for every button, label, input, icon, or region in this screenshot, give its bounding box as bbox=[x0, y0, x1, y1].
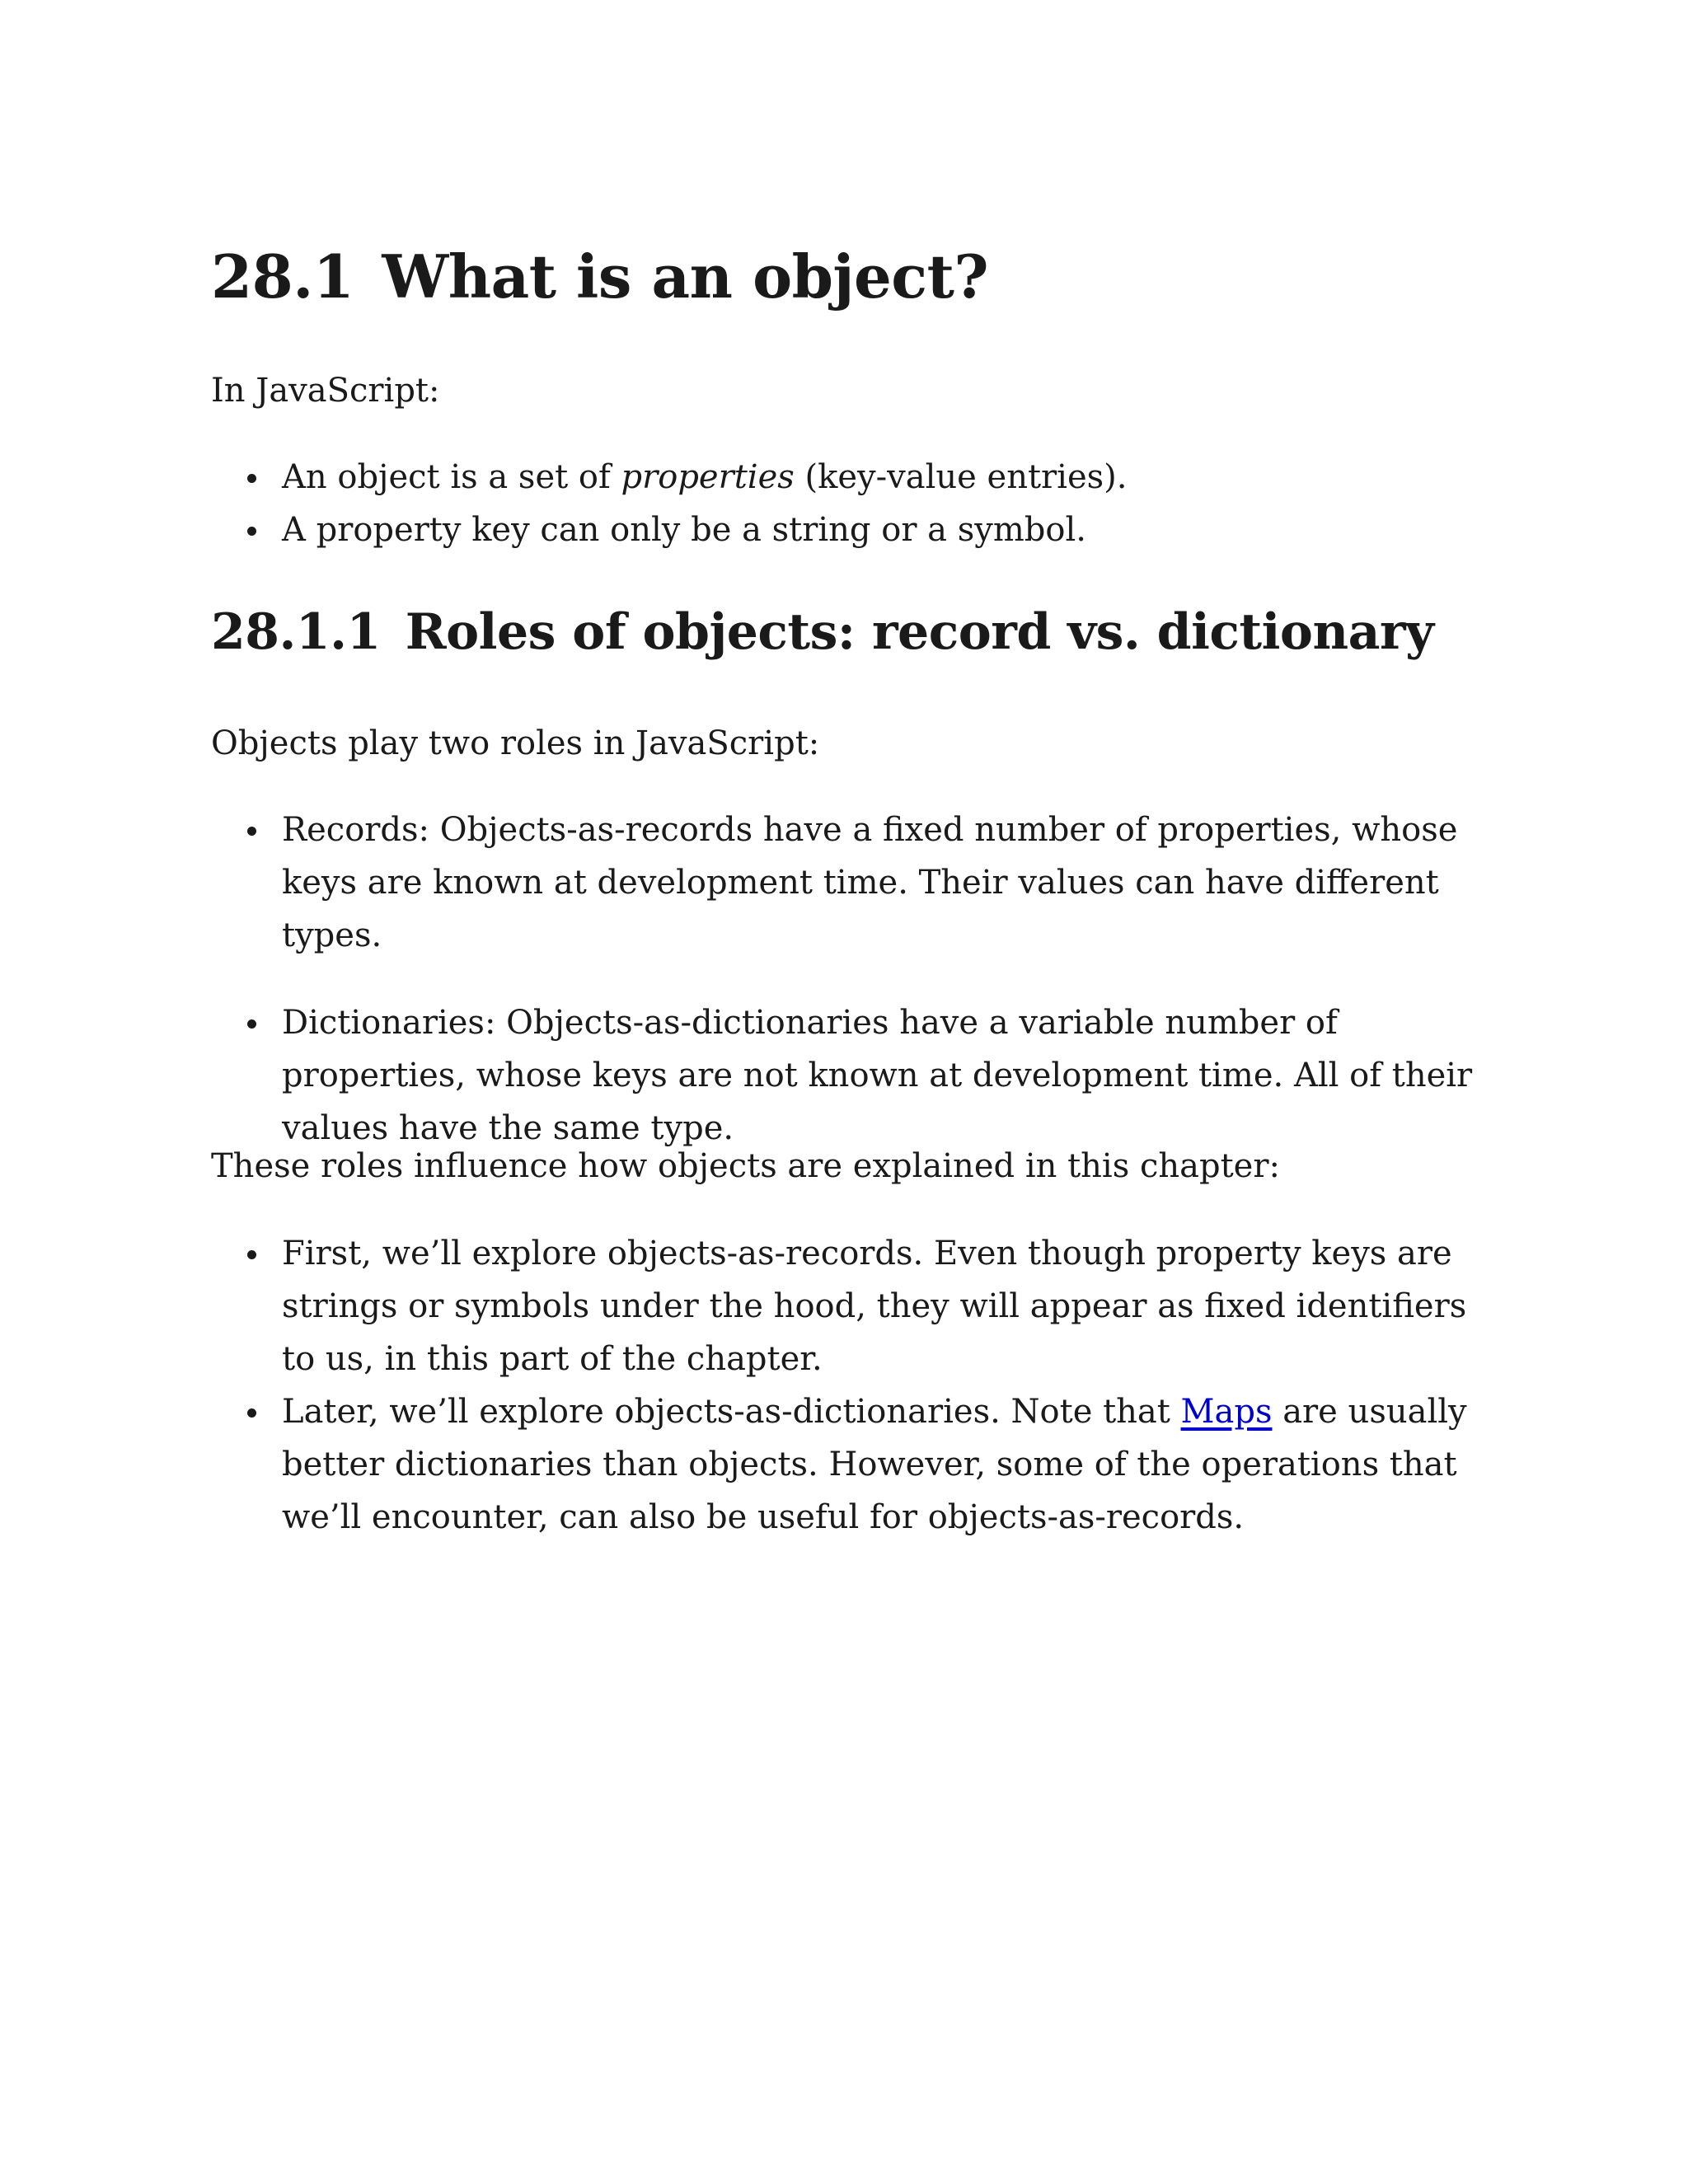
list-item-text: are usually better dictionaries than objects. However, some of the operations that we’ll encounter, can also be useful for objects-as-records. bbox=[282, 1393, 1467, 1536]
list-item-records: Records: Objects-as-records have a fixed number of properties, whose keys are known at development time. Their values can have different types. bbox=[211, 804, 1497, 962]
section-number: 28.1 bbox=[211, 241, 354, 312]
section-intro: In JavaScript: bbox=[211, 372, 440, 410]
influence-intro: These roles influence how objects are explained in this chapter: bbox=[211, 1147, 1280, 1185]
section-title: What is an object? bbox=[382, 241, 989, 312]
emphasis-properties: properties bbox=[621, 458, 795, 496]
list-item-later bbox=[211, 1385, 1497, 1544]
list-item-text: Later, we’ll explore objects-as-dictionaries. Note that bbox=[282, 1393, 1181, 1431]
list-item-dictionaries: Dictionaries: Objects-as-dictionaries have a variable number of properties, whose keys are not known at development time. All of their values have the same type. bbox=[211, 996, 1497, 1155]
list-item-first: First, we’ll explore objects-as-records. Even though property keys are strings or symbols under the hood, they will appear as fixed identifiers to us, in this part of the chapter. bbox=[211, 1227, 1497, 1385]
roles-list bbox=[211, 804, 1497, 1155]
list-item bbox=[211, 451, 1497, 504]
subsection-heading bbox=[211, 605, 1433, 659]
influence-list bbox=[211, 1227, 1497, 1544]
section-heading bbox=[211, 241, 989, 312]
list-item-text: (key-value entries). bbox=[794, 458, 1128, 496]
maps-link[interactable]: Maps bbox=[1180, 1393, 1273, 1431]
subsection-title: Roles of objects: record vs. dictionary bbox=[405, 603, 1434, 661]
subsection-intro: Objects play two roles in JavaScript: bbox=[211, 724, 820, 762]
list-item-text: An object is a set of bbox=[282, 458, 621, 496]
list-item-text: A property key can only be a string or a symbol. bbox=[282, 511, 1086, 549]
subsection-number: 28.1.1 bbox=[211, 603, 381, 661]
list-item bbox=[211, 504, 1497, 556]
object-definition-list bbox=[211, 451, 1497, 556]
